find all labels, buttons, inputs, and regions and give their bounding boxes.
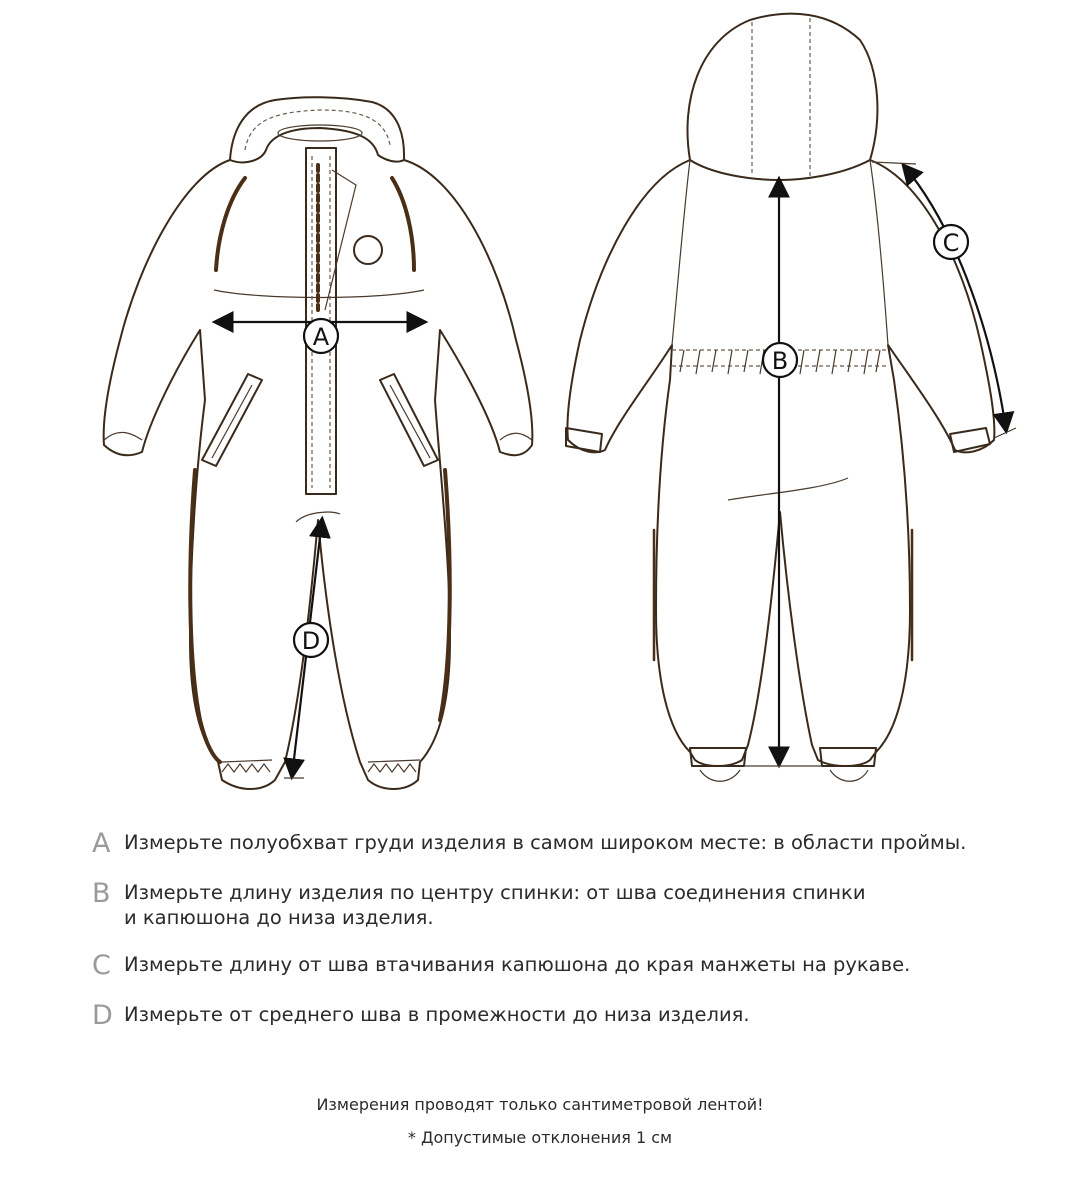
instruction-a-letter: A bbox=[92, 828, 111, 859]
back-view-jumpsuit bbox=[566, 14, 994, 782]
instruction-c-text: Измерьте длину от шва втачивания капюшона до края манжеты на рукаве. bbox=[124, 953, 911, 976]
marker-a bbox=[304, 319, 338, 353]
tape-only-note: Измерения проводят только сантиметровой лентой! bbox=[316, 1095, 764, 1114]
marker-d-label: D bbox=[301, 627, 321, 655]
marker-c-label: C bbox=[942, 229, 960, 257]
marker-a-label: A bbox=[312, 323, 330, 351]
instruction-c-letter: C bbox=[92, 950, 111, 981]
front-view-jumpsuit bbox=[104, 97, 533, 789]
instruction-b bbox=[92, 880, 1062, 930]
tolerance-note: * Допустимые отклонения 1 см bbox=[407, 1128, 673, 1147]
instruction-b-letter: B bbox=[92, 878, 111, 909]
instruction-b-text: Измерьте длину изделия по центру спинки: от шва соединения спинки и капюшона до низа изделия. bbox=[124, 881, 866, 929]
measurement-instructions bbox=[92, 830, 1062, 1052]
instruction-d-letter: D bbox=[92, 1000, 113, 1031]
marker-b bbox=[763, 343, 797, 377]
instruction-a-text: Измерьте полуобхват груди изделия в самом широком месте: в области проймы. bbox=[124, 831, 967, 854]
marker-d bbox=[294, 623, 328, 657]
instruction-d bbox=[92, 1002, 1062, 1030]
instruction-c bbox=[92, 952, 1062, 980]
instruction-a bbox=[92, 830, 1062, 858]
marker-c bbox=[934, 225, 968, 259]
instruction-d-text: Измерьте от среднего шва в промежности до низа изделия. bbox=[124, 1003, 750, 1026]
marker-b-label: B bbox=[771, 347, 789, 375]
